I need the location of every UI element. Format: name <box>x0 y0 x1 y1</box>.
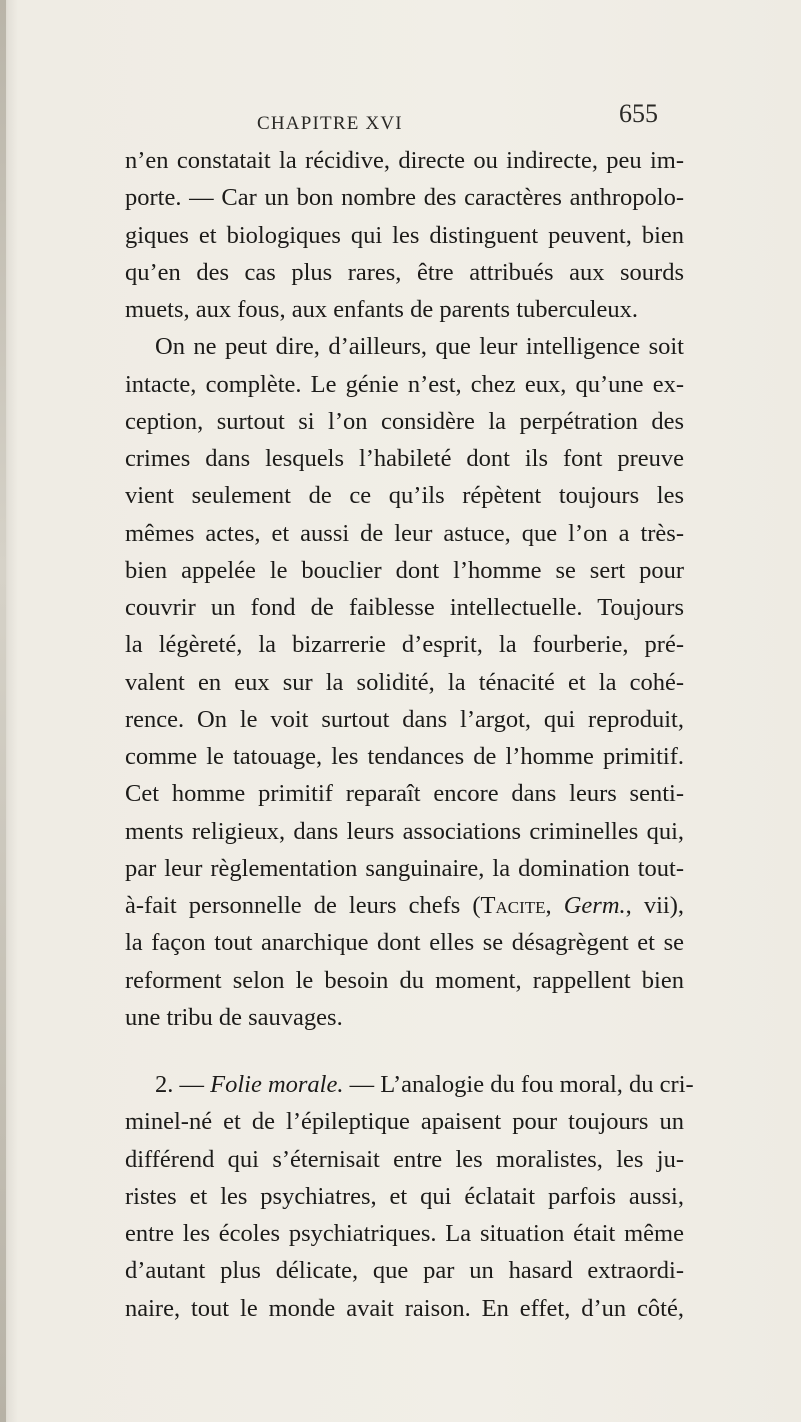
text-line: ments religieux, dans leurs associations criminelles qui, <box>125 817 684 845</box>
section-number: 2. <box>155 1071 174 1098</box>
citation-work: Germ. <box>563 892 626 919</box>
page-gutter-shadow <box>0 0 6 1422</box>
text-line: n’en constatait la récidive, directe ou indirecte, peu im- <box>125 147 684 174</box>
text-line: Cet homme primitif reparaît encore dans leurs senti- <box>125 780 684 808</box>
citation-author: Tacite <box>480 892 546 919</box>
text-line: par leur règlementation sanguinaire, la domination tout- <box>125 854 684 882</box>
text-line: crimes dans lesquels l’habileté dont ils font preuve <box>125 445 684 472</box>
text-line: couvrir un fond de faiblesse intellectuelle. Toujours <box>125 594 684 621</box>
text-line: muets, aux fous, aux enfants de parents tuberculeux. <box>125 296 638 323</box>
section-dash: — <box>173 1071 211 1098</box>
section-title: Folie morale. <box>210 1071 344 1098</box>
text-line: On ne peut dire, d’ailleurs, que leur intelligence soit <box>155 333 684 361</box>
text-line: mêmes actes, et aussi de leur astuce, que l’on a très- <box>125 519 684 547</box>
text-line: la légèreté, la bizarrerie d’esprit, la fourberie, pré- <box>125 631 684 659</box>
text-line: ception, surtout si l’on considère la perpétration des <box>125 407 684 435</box>
citation-lead-text: à-fait personnelle de leurs chefs ( <box>125 892 481 919</box>
text-line: naire, tout le monde avait raison. En effet, d’un côté, <box>125 1294 684 1322</box>
text-line: qu’en des cas plus rares, être attribués aux sourds <box>125 258 684 286</box>
text-line: minel-né et de l’épileptique apaisent pour toujours un <box>125 1108 684 1136</box>
text-line: d’autant plus délicate, que par un hasard extraordi- <box>125 1257 684 1285</box>
text-line: reforment selon le besoin du moment, rappellent bien <box>125 966 684 994</box>
text-line: valent en eux sur la solidité, la ténacité et la cohé- <box>125 668 684 696</box>
text-line: vient seulement de ce qu’ils répètent toujours les <box>125 482 684 510</box>
citation-chapter: , vii), <box>625 892 684 919</box>
section-dash: — <box>343 1071 381 1098</box>
running-title: CHAPITRE XVI <box>257 113 403 134</box>
text-line: une tribu de sauvages. <box>125 1003 343 1031</box>
page-header <box>0 99 801 139</box>
section-first-line-text: L’analogie du fou moral, du cri- <box>380 1071 694 1098</box>
text-line: bien appelée le bouclier dont l’homme se sert pour <box>125 556 684 584</box>
citation-separator: , <box>545 892 564 919</box>
text-line: entre les écoles psychiatriques. La situation était même <box>125 1220 684 1247</box>
text-line: porte. — Car un bon nombre des caractères anthropolo- <box>125 184 684 212</box>
text-line: giques et biologiques qui les distinguent peuvent, bien <box>125 221 684 249</box>
text-line: la façon tout anarchique dont elles se désagrègent et se <box>125 929 684 957</box>
section-spacer <box>125 1036 684 1066</box>
section-heading-line <box>125 1066 694 1103</box>
text-line-with-citation <box>125 887 684 924</box>
section-2 <box>125 1066 694 1327</box>
text-line: intacte, complète. Le génie n’est, chez eux, qu’une ex- <box>125 370 684 398</box>
page-number: 655 <box>619 99 658 128</box>
text-line: comme le tatouage, les tendances de l’homme primitif. <box>125 743 684 770</box>
paragraph-2 <box>125 328 684 1036</box>
text-line: différend qui s’éternisait entre les moralistes, les ju- <box>125 1145 684 1173</box>
paragraph-1 <box>125 142 684 328</box>
text-line: ristes et les psychiatres, et qui éclatait parfois aussi, <box>125 1182 684 1210</box>
body-text <box>125 142 694 1327</box>
text-line: rence. On le voit surtout dans l’argot, qui reproduit, <box>125 705 684 733</box>
